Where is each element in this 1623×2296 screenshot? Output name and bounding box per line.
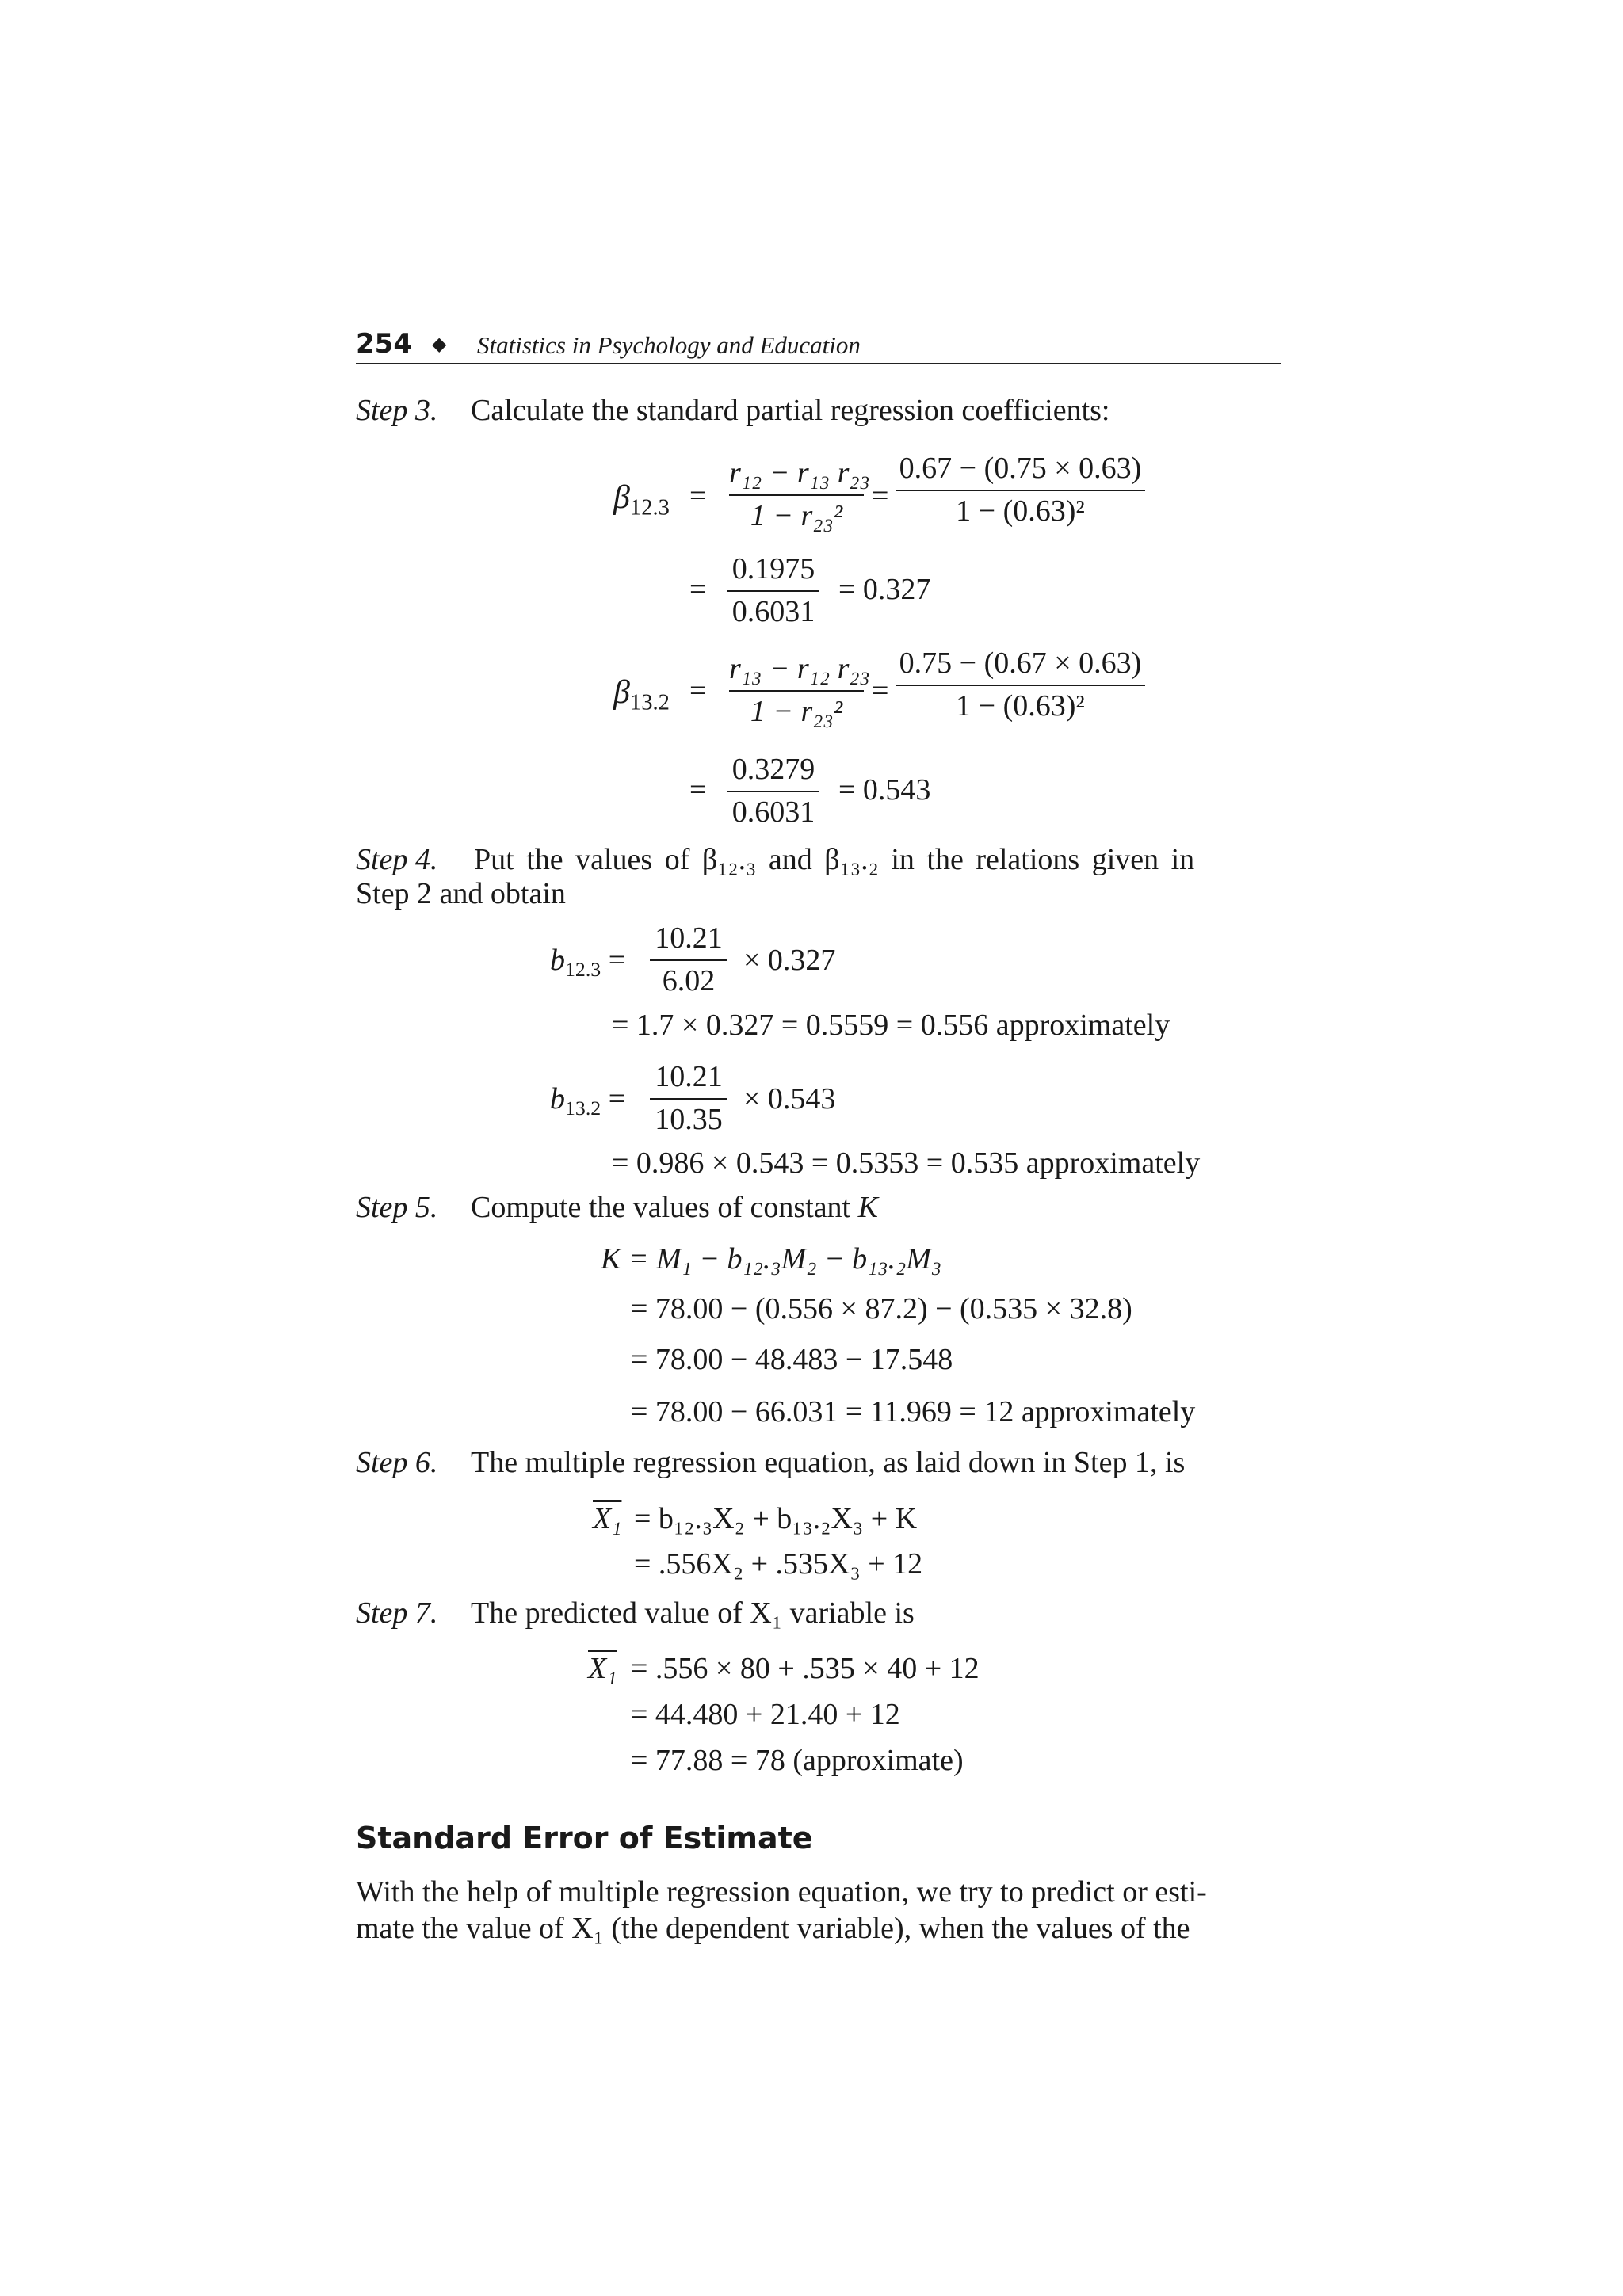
beta123-den2: 0.6031 [731,595,815,628]
b123-den: 6.02 [662,964,716,997]
step7-line2: = 44.480 + 21.40 + 12 [631,1698,900,1731]
running-title: Statistics in Psychology and Education [477,331,861,359]
beta132-values-den: 1 − (0.63)² [956,689,1085,723]
step5-label: Step 5. [356,1191,438,1224]
step7-line1: = .556 × 80 + .535 × 40 + 12 [631,1652,980,1685]
step5-text: Compute the values of constant K [471,1191,878,1224]
step4-line2: Step 2 and obtain [356,877,566,910]
section-para-line1: With the help of multiple regression equation, we try to predict or esti- [356,1875,1207,1909]
b132-den: 10.35 [655,1103,723,1136]
b132-line2: = 0.986 × 0.543 = 0.5353 = 0.535 approximately [612,1146,1201,1180]
beta123-result: = 0.327 [838,573,931,606]
step7-label: Step 7. [356,1596,438,1630]
beta132-formula-num: r₁₃ − r₁₂ r₂₃ [729,652,870,685]
beta123-formula-den: 1 − r₂₃² [750,499,843,532]
beta123-num2: 0.1975 [731,552,815,585]
beta132-result: = 0.543 [838,773,931,807]
beta123-eq2: = [872,479,889,513]
beta132-num2: 0.3279 [731,753,815,786]
section-para-line2: mate the value of X₁ (the dependent variable), when the values of the [356,1912,1190,1945]
step7-lhs: X₁ [588,1652,617,1685]
beta123-eq3: = [689,573,707,606]
step6-text: The multiple regression equation, as laid down in Step 1, is [471,1446,1186,1479]
step3-label: Step 3. [356,394,438,427]
section-heading: Standard Error of Estimate [356,1821,813,1855]
step5-line4: = 78.00 − 66.031 = 11.969 = 12 approximately [631,1395,1196,1428]
beta132-formula-fraction [729,651,870,729]
step5-line3: = 78.00 − 48.483 − 17.548 [631,1343,953,1376]
b123-line2: = 1.7 × 0.327 = 0.5559 = 0.556 approximately [612,1009,1170,1042]
step4-line1: Put the values of β₁₂.₃ and β₁₃.₂ in the relations given in [474,843,1195,876]
beta132-den2: 0.6031 [731,795,815,829]
step5-line1: K = M₁ − b₁₂.₃M₂ − b₁₃.₂M₃ [601,1242,942,1276]
step6-label: Step 6. [356,1446,438,1479]
b123-mult: × 0.327 [743,944,836,977]
beta132-formula-den: 1 − r₂₃² [750,695,843,728]
beta123-formula-fraction [729,456,870,533]
beta132-eq3: = [689,773,707,807]
page-number: 254 [356,328,412,360]
beta132-values-fraction [896,646,1145,723]
beta123-simplified-fraction [727,551,819,629]
beta132-values-num: 0.75 − (0.67 × 0.63) [899,646,1142,680]
beta123-lhs: $\beta_{12.3}$ [613,479,670,521]
b132-fraction [650,1059,727,1137]
header-rule [356,363,1281,364]
b132-mult: × 0.543 [743,1082,836,1116]
beta132-lhs: $\beta_{13.2}$ [613,674,670,715]
beta123-values-num: 0.67 − (0.75 × 0.63) [899,452,1142,485]
beta123-formula-num: r₁₂ − r₁₃ r₂₃ [729,456,870,490]
step7-text: The predicted value of X₁ variable is [471,1596,915,1630]
b123-num: 10.21 [655,921,723,955]
step5-line2: = 78.00 − (0.556 × 87.2) − (0.535 × 32.8) [631,1292,1132,1325]
step6-line1: = b₁₂.₃X₂ + b₁₃.₂X₃ + K [634,1502,918,1535]
b132-num: 10.21 [655,1060,723,1093]
beta123-values-den: 1 − (0.63)² [956,494,1085,528]
step6-lhs: X₁ [593,1502,622,1535]
b132-lhs: $b_{13.2}$ = [550,1082,626,1119]
beta123-eq1: = [689,479,707,513]
step6-line2: = .556X₂ + .535X₃ + 12 [634,1547,923,1581]
b123-fraction [650,921,727,998]
beta132-eq1: = [689,674,707,707]
step7-line3: = 77.88 = 78 (approximate) [631,1744,964,1777]
step3-text: Calculate the standard partial regression coefficients: [471,394,1110,427]
step4-label: Step 4. [356,843,438,876]
beta132-eq2: = [872,674,889,707]
b123-lhs: $b_{12.3}$ = [550,944,626,981]
header-diamond-icon: ◆ [432,333,447,355]
beta123-values-fraction [896,451,1145,528]
beta132-simplified-fraction [727,752,819,830]
